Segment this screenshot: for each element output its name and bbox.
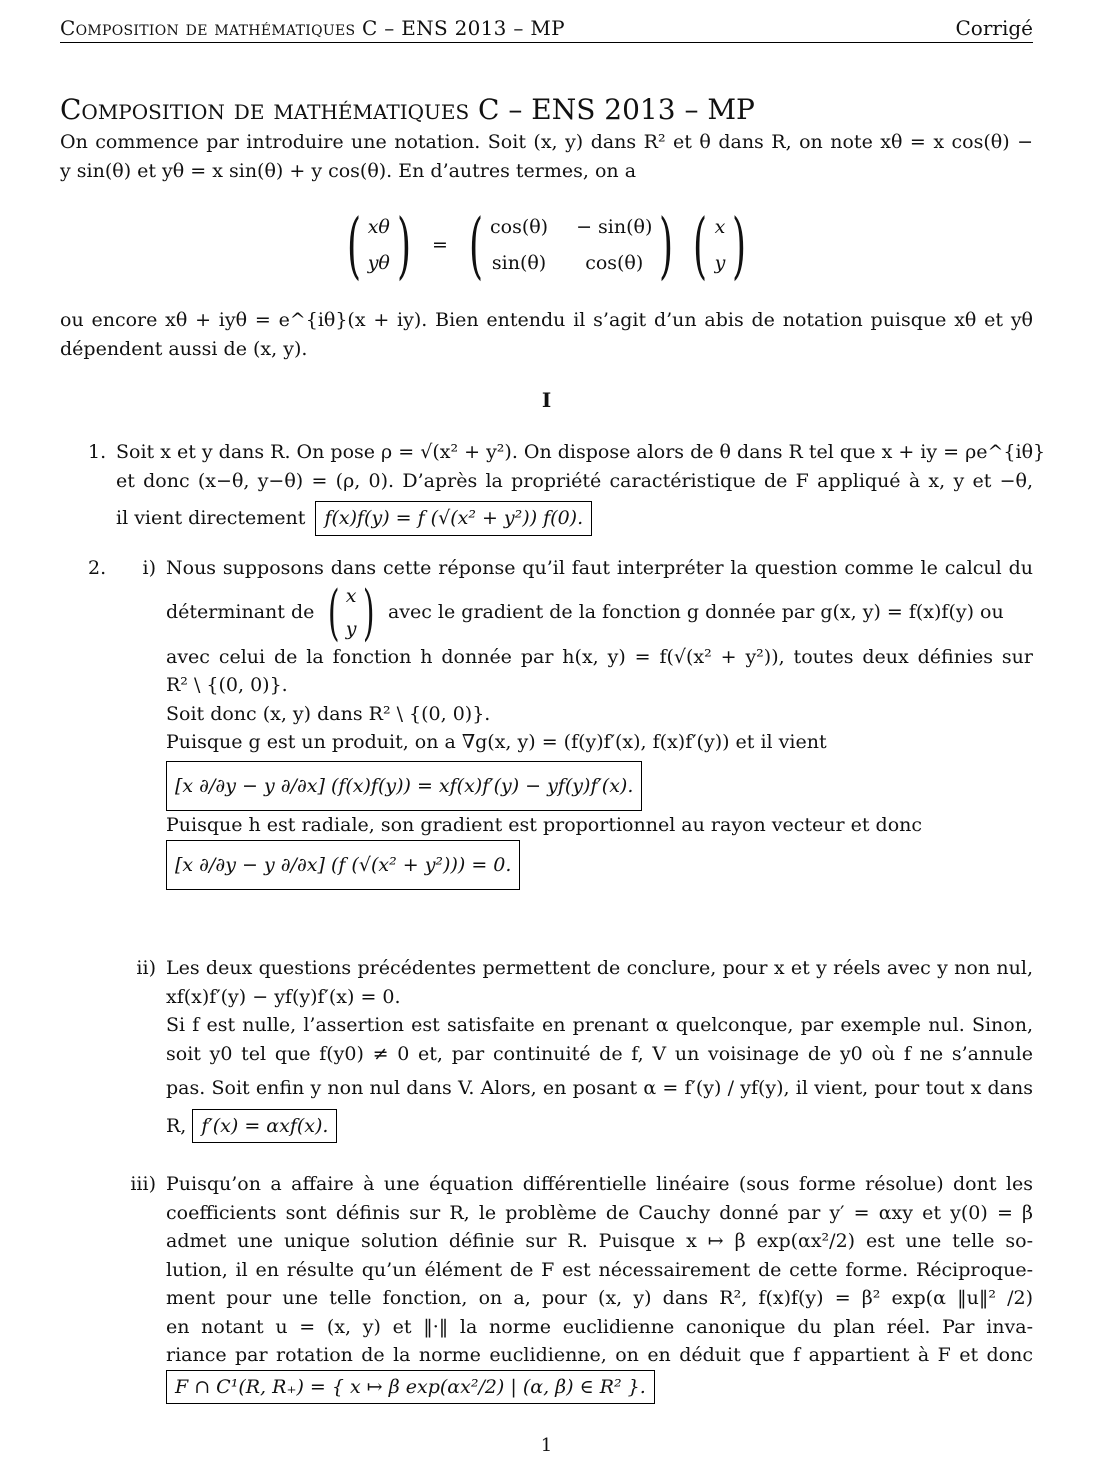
lhs-vector: ( xθ yθ )	[346, 203, 411, 287]
intro-after-paragraph	[60, 306, 1033, 363]
rot-a11: cos(θ)	[489, 215, 549, 238]
part-i-line-1: Nous supposons dans cette réponse qu’il faut interpréter la question comme le calcul du	[166, 557, 1033, 579]
question-1-content	[116, 438, 1046, 536]
q1-boxed-result: f(x)f(y) = f (√(x² + y²)) f(0).	[315, 501, 592, 536]
part-iii-line-1: Puisqu’on a affaire à une équation différentielle linéaire (sous forme résolue) dont les	[166, 1173, 1033, 1195]
xy-column-vector: ( x y )	[328, 577, 375, 648]
part-i-number: i)	[142, 557, 156, 579]
part-iii-boxed-result: F ∩ C¹(R, R₊) = { x ↦ β exp(αx²/2) | (α, β) ∈ R² }.	[166, 1370, 655, 1405]
part-iii-number: iii)	[130, 1173, 156, 1195]
part-iii-line-2: coefficients sont définis sur R, le problème de Cauchy donné par y′ = αxy et y(0) = β	[166, 1201, 1033, 1224]
page-number: 1	[540, 1435, 553, 1456]
lhs-y-theta: yθ	[367, 252, 390, 274]
part-iii-line-7: riance par rotation de la norme euclidienne, on en déduit que f appartient à F et donc	[166, 1344, 1033, 1366]
header-left-title: Composition de mathématiques C – ENS 2013 – MP	[60, 16, 565, 40]
part-ii-content	[166, 954, 1033, 1143]
q1-line-1: Soit x et y dans R. On pose ρ = √(x² + y²). On dispose alors de θ dans R tel que x + iy = ρe^{iθ}	[116, 441, 1046, 463]
part-i-line-7: Puisque h est radiale, son gradient est proportionnel au rayon vecteur et donc	[166, 814, 923, 836]
running-header	[60, 12, 1033, 43]
rhs-x: x	[714, 215, 726, 238]
intro-line-2: y sin(θ) et yθ = x sin(θ) + y cos(θ). En d’autres termes, on a	[60, 159, 637, 182]
part-i-boxed-gradient-g: [x ∂/∂y − y ∂/∂x] (f(x)f(y)) = xf(x)f′(y) − yf(y)f′(x).	[166, 761, 642, 812]
part-ii-line-1: Les deux questions précédentes permettent de conclure, pour x et y réels avec y non nul,	[166, 957, 1033, 979]
part-ii-line-2: xf(x)f′(y) − yf(y)f′(x) = 0.	[166, 985, 401, 1008]
part-i-line-2b: avec le gradient de la fonction g donnée par g(x, y) = f(x)f(y) ou	[387, 601, 1004, 624]
section-heading: I	[541, 388, 552, 412]
q1-line-3	[116, 501, 1033, 536]
part-iii-line-3: admet une unique solution définie sur R. Puisque x ↦ β exp(αx²/2) est une telle so-	[166, 1230, 1033, 1252]
part-i-line-4: R² \ {(0, 0)}.	[166, 674, 288, 696]
vec-x: x	[345, 585, 357, 607]
part-ii-line-6-text: R,	[166, 1114, 187, 1137]
question-1-number: 1.	[88, 441, 107, 463]
rot-a21: sin(θ)	[491, 252, 547, 274]
q1-line-3-text: il vient directement	[116, 507, 306, 529]
part-ii-line-4: soit y0 tel que f(y0) ≠ 0 et, par continuité de f, V un voisinage de y0 où f ne s’annule	[166, 1042, 1033, 1065]
part-i-line-2a: déterminant de	[166, 601, 315, 624]
rotation-matrix-equation	[60, 200, 1033, 290]
rhs-y: y	[714, 252, 726, 274]
intro-line-1: On commence par introduire une notation. Soit (x, y) dans R² et θ dans R, on note xθ = x cos(θ) −	[60, 131, 1033, 153]
part-i-content	[166, 554, 1033, 890]
part-ii-number: ii)	[136, 957, 156, 979]
part-i-boxed-gradient-h: [x ∂/∂y − y ∂/∂x] (f (√(x² + y²))) = 0.	[166, 840, 520, 891]
rhs-vector: ( x y )	[693, 203, 747, 287]
rotation-matrix: ( cos(θ) − sin(θ) sin(θ) cos(θ) )	[468, 203, 674, 287]
page-title: Composition de mathématiques C – ENS 2013 – MP	[60, 93, 755, 126]
part-ii-line-6	[166, 1109, 1033, 1144]
part-i-line-3: avec celui de la fonction h donnée par h(x, y) = f(√(x² + y²)), toutes deux définies sur	[166, 645, 1033, 668]
after-line-2: dépendent aussi de (x, y).	[60, 337, 308, 360]
header-right-label: Corrigé	[955, 16, 1033, 40]
part-ii-boxed-result: f′(x) = αxf(x).	[192, 1109, 337, 1144]
part-i-line-6: Puisque g est un produit, on a ∇g(x, y) = (f(y)f′(x), f(x)f′(y)) et il vient	[166, 731, 827, 753]
part-iii-content	[166, 1170, 1033, 1404]
part-i-line-2	[166, 577, 1033, 648]
part-ii-line-3: Si f est nulle, l’assertion est satisfaite en prenant α quelconque, par exemple nul. Sinon,	[166, 1014, 1033, 1036]
q1-line-2: et donc (x−θ, y−θ) = (ρ, 0). D’après la propriété caractéristique de F appliqué à x, y et −θ,	[116, 469, 1033, 492]
part-i-line-5: Soit donc (x, y) dans R² \ {(0, 0)}.	[166, 702, 491, 725]
vec-y: y	[345, 617, 357, 640]
part-iii-line-6: en notant u = (x, y) et ‖·‖ la norme euclidienne canonique du plan réel. Par inva-	[166, 1315, 1033, 1338]
intro-paragraph	[60, 128, 1033, 185]
part-iii-line-4: lution, il en résulte qu’un élément de F est nécessairement de cette forme. Réciproque-	[166, 1258, 1033, 1281]
rot-a12: − sin(θ)	[576, 215, 653, 238]
rot-a22: cos(θ)	[585, 252, 644, 274]
question-2-number: 2.	[88, 557, 107, 579]
part-ii-line-5: pas. Soit enfin y non nul dans V. Alors, en posant α = f′(y) / yf(y), il vient, pour tout x dans	[166, 1077, 1033, 1099]
after-line-1: ou encore xθ + iyθ = e^{iθ}(x + iy). Bien entendu il s’agit d’un abis de notation puisque xθ et yθ	[60, 309, 1033, 331]
part-iii-line-5: ment pour une telle fonction, on a, pour (x, y) dans R², f(x)f(y) = β² exp(α ‖u‖² /2)	[166, 1287, 1033, 1309]
equals-sign: =	[431, 233, 448, 256]
lhs-x-theta: xθ	[367, 215, 390, 238]
